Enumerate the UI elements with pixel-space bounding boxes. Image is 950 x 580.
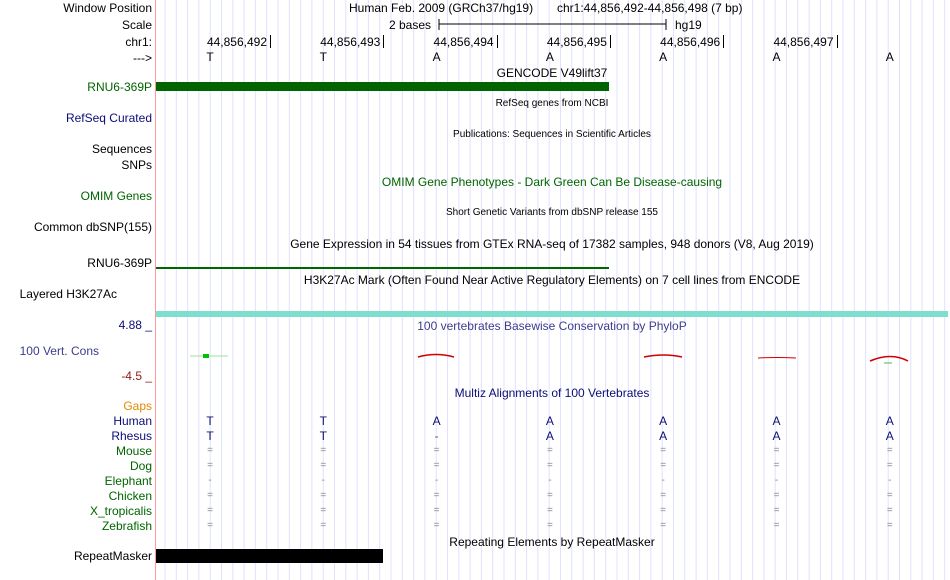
alignment-base: = [660, 460, 667, 471]
h3k27ac-track-title: H3K27Ac Mark (Often Found Near Active Regulatory Elements) on 7 cell lines from ENCODE [303, 273, 801, 287]
alignment-base: = [433, 505, 440, 516]
scale-bar [438, 17, 668, 31]
omim-track-title: OMIM Gene Phenotypes - Dark Green Can Be Disease-causing [381, 175, 723, 189]
dbsnp-track-title: Short Genetic Variants from dbSNP release 155 [446, 207, 658, 218]
alignment-base: = [320, 445, 327, 456]
alignment-base: = [546, 520, 553, 531]
alignment-base: = [433, 460, 440, 471]
gencode-gene-feature[interactable] [156, 82, 609, 91]
refseq-track-label[interactable]: RefSeq Curated [65, 111, 152, 125]
ruler-tick-label: 44,856,494 [433, 35, 494, 49]
alignment-base: = [320, 505, 327, 516]
ruler-tick [837, 35, 838, 48]
strand-label: ---> [133, 51, 152, 65]
gtex-gene-feature[interactable] [156, 267, 609, 269]
assembly-name: Human Feb. 2009 (GRCh37/hg19) [349, 1, 534, 15]
phylop-max-value: 4.88 _ [118, 318, 152, 332]
reference-base: A [772, 50, 781, 64]
alignment-base: = [773, 445, 780, 456]
phylop-track-label[interactable]: 100 Vert. Cons [19, 344, 99, 358]
scale-db: hg19 [675, 18, 702, 32]
reference-base: A [885, 50, 894, 64]
gencode-track-title: GENCODE V49lift37 [496, 66, 608, 80]
alignment-base: A [772, 414, 781, 428]
alignment-base: = [660, 445, 667, 456]
alignment-base: T [206, 414, 214, 428]
publications-track-title: Publications: Sequences in Scientific Articles [453, 129, 651, 140]
h3k27ac-signal[interactable] [156, 311, 948, 317]
alignment-base: = [773, 520, 780, 531]
alignment-base: = [546, 460, 553, 471]
alignment-base: - [434, 429, 439, 443]
alignment-base: = [886, 520, 893, 531]
alignment-base: = [320, 490, 327, 501]
species-label: Dog [129, 459, 152, 473]
scale-bar-text: 2 bases [389, 18, 432, 32]
alignment-base: A [885, 414, 894, 428]
ruler-tick-label: 44,856,496 [660, 35, 721, 49]
alignment-base: = [207, 445, 213, 456]
ruler-tick-label: 44,856,495 [546, 35, 607, 49]
gencode-track-label[interactable]: RNU6-369P [87, 80, 152, 94]
species-label: Human [113, 414, 152, 428]
alignment-base: = [886, 445, 893, 456]
ruler-tick [723, 35, 724, 48]
omim-track-label[interactable]: OMIM Genes [80, 189, 152, 203]
alignment-base: = [546, 445, 553, 456]
window-position-value: chr1:44,856,492-44,856,498 (7 bp) [557, 1, 743, 15]
alignment-base: - [208, 475, 212, 486]
reference-base: T [319, 50, 327, 64]
reference-base: A [432, 50, 441, 64]
alignment-base: = [433, 490, 440, 501]
chrom-label: chr1: [125, 35, 152, 49]
refseq-track-title: RefSeq genes from NCBI [495, 98, 609, 109]
alignment-base: A [772, 429, 781, 443]
alignment-base: = [207, 520, 213, 531]
phylop-min-value: -4.5 _ [121, 369, 152, 383]
reference-base: A [545, 50, 554, 64]
alignment-base: A [545, 429, 554, 443]
repeatmasker-track-title: Repeating Elements by RepeatMasker [449, 535, 655, 549]
gtex-track-title: Gene Expression in 54 tissues from GTEx RNA-seq of 17382 samples, 948 donors (V8, Aug 2019) [290, 237, 814, 251]
phylop-track-title: 100 vertebrates Basewise Conservation by PhyloP [417, 319, 687, 333]
alignment-base: = [433, 445, 440, 456]
ruler-tick [497, 35, 498, 48]
alignment-base: - [661, 475, 665, 486]
alignment-base: = [546, 490, 553, 501]
alignment-base: - [548, 475, 552, 486]
alignment-base: = [320, 520, 327, 531]
alignment-base: = [207, 460, 213, 471]
alignment-base: A [545, 414, 554, 428]
alignment-base: = [773, 460, 780, 471]
repeatmasker-feature[interactable] [156, 549, 383, 563]
alignment-base: A [659, 429, 668, 443]
ruler-tick [383, 35, 384, 48]
ruler-tick [270, 35, 271, 48]
alignment-base: - [888, 475, 892, 486]
alignment-base: = [207, 490, 213, 501]
snps-track-label[interactable]: SNPs [121, 158, 152, 172]
alignment-base: - [774, 475, 779, 486]
alignment-base: = [433, 520, 440, 531]
species-label: Zebrafish [101, 519, 152, 533]
alignment-base: T [206, 429, 214, 443]
alignment-base: = [207, 505, 213, 516]
alignment-base: A [659, 414, 668, 428]
species-label: Mouse [115, 444, 152, 458]
publications-track-label[interactable]: Sequences [91, 142, 152, 156]
gaps-label: Gaps [123, 399, 152, 413]
species-label: Chicken [108, 489, 152, 503]
alignment-base: - [434, 475, 439, 486]
window-position-label: Window Position [63, 1, 152, 15]
ruler-tick-label: 44,856,497 [773, 35, 834, 49]
alignment-base: = [773, 505, 780, 516]
alignment-base: = [660, 505, 667, 516]
species-label: Elephant [104, 474, 152, 488]
alignment-base: = [320, 460, 327, 471]
reference-base: T [206, 50, 214, 64]
alignment-base: A [885, 429, 894, 443]
alignment-base: = [886, 505, 893, 516]
repeatmasker-track-label[interactable]: RepeatMasker [73, 549, 152, 563]
scale-label: Scale [121, 18, 152, 32]
alignment-base: = [773, 490, 780, 501]
alignment-base: - [321, 475, 325, 486]
alignment-base: T [319, 429, 327, 443]
alignment-base: T [319, 414, 327, 428]
ruler-tick-label: 44,856,492 [206, 35, 267, 49]
reference-base: A [659, 50, 668, 64]
alignment-base: = [886, 490, 893, 501]
species-label: X_tropicalis [89, 504, 152, 518]
dbsnp-track-label[interactable]: Common dbSNP(155) [33, 220, 152, 234]
gtex-track-label[interactable]: RNU6-369P [87, 256, 152, 270]
ruler-tick [610, 35, 611, 48]
alignment-base: = [660, 520, 667, 531]
alignment-base: = [886, 460, 893, 471]
h3k27ac-track-label[interactable]: Layered H3K27Ac [19, 287, 117, 301]
phylop-wiggle[interactable] [156, 340, 948, 370]
species-label: Rhesus [111, 429, 152, 443]
ruler-tick-label: 44,856,493 [320, 35, 381, 49]
alignment-base: = [660, 490, 667, 501]
alignment-base: = [546, 505, 553, 516]
alignment-base: A [432, 414, 441, 428]
multiz-track-title: Multiz Alignments of 100 Vertebrates [454, 386, 650, 400]
